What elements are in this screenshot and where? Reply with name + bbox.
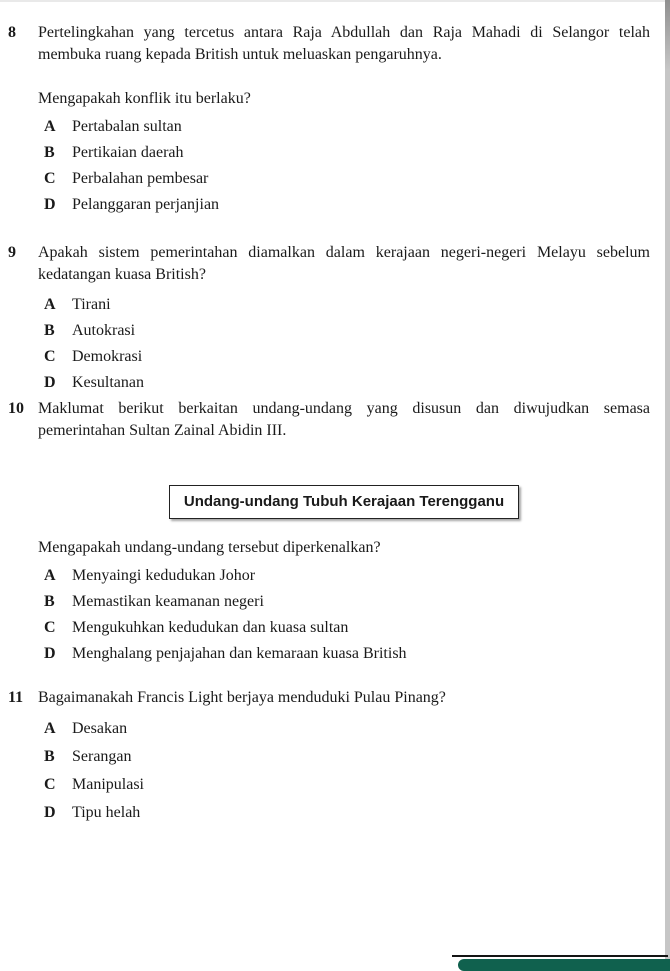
option-d <box>38 194 650 216</box>
options-list <box>38 565 650 665</box>
option-a <box>38 565 650 587</box>
question-stem: Pertelingkahan yang tercetus antara Raja Abdullah dan Raja Mahadi di Selangor telah membuka ruang kepada British untuk meluaskan pengaruhnya. <box>38 24 650 63</box>
option-letter: D <box>44 645 56 662</box>
question-8 <box>0 22 670 216</box>
option-text: Menyaingi kedudukan Johor <box>72 567 256 584</box>
option-c <box>38 617 650 639</box>
option-letter: C <box>44 348 56 365</box>
option-a <box>38 116 650 138</box>
option-d <box>38 643 650 665</box>
option-text: Memastikan keamanan negeri <box>72 593 264 610</box>
question-stem: Bagaimanakah Francis Light berjaya menduduki Pulau Pinang? <box>38 689 446 706</box>
option-letter: B <box>44 748 55 765</box>
question-9 <box>0 242 670 394</box>
option-text: Desakan <box>72 720 128 737</box>
option-letter: B <box>44 322 55 339</box>
question-11 <box>0 687 670 824</box>
question-number: 11 <box>8 689 24 706</box>
option-letter: D <box>44 804 56 821</box>
footer-divider-line <box>452 955 668 957</box>
option-letter: A <box>44 296 56 313</box>
option-letter: C <box>44 776 56 793</box>
option-text: Pertikaian daerah <box>72 144 184 161</box>
option-d <box>38 802 650 824</box>
option-d <box>38 372 650 394</box>
question-10 <box>0 398 670 665</box>
question-prompt: Mengapakah konflik itu berlaku? <box>38 90 251 107</box>
footer-green-bar <box>458 959 670 971</box>
option-letter: B <box>44 593 55 610</box>
option-c <box>38 168 650 190</box>
question-number: 8 <box>8 24 16 41</box>
options-list <box>38 294 650 394</box>
option-text: Demokrasi <box>72 348 143 365</box>
option-text: Perbalahan pembesar <box>72 170 209 187</box>
option-b <box>38 320 650 342</box>
option-text: Pertabalan sultan <box>72 118 182 135</box>
option-letter: A <box>44 118 56 135</box>
question-prompt: Mengapakah undang-undang tersebut diperkenalkan? <box>38 539 381 556</box>
option-letter: D <box>44 374 56 391</box>
option-b <box>38 591 650 613</box>
question-stem: Apakah sistem pemerintahan diamalkan dalam kerajaan negeri-negeri Melayu sebelum kedatangan kuasa British? <box>38 244 650 283</box>
option-c <box>38 774 650 796</box>
options-list <box>38 718 650 824</box>
option-letter: C <box>44 619 56 636</box>
option-letter: D <box>44 196 56 213</box>
option-text: Kesultanan <box>72 374 144 391</box>
question-number: 10 <box>8 400 24 417</box>
option-text: Tirani <box>72 296 111 313</box>
option-a <box>38 718 650 740</box>
option-c <box>38 346 650 368</box>
option-text: Mengukuhkan kedudukan dan kuasa sultan <box>72 619 349 636</box>
options-list <box>38 116 650 216</box>
stimulus-box: Undang-undang Tubuh Kerajaan Terengganu <box>169 485 519 519</box>
option-text: Menghalang penjajahan dan kemaraan kuasa British <box>72 645 407 662</box>
scan-top-edge <box>0 0 670 2</box>
option-text: Pelanggaran perjanjian <box>72 196 220 213</box>
scan-right-edge <box>665 0 670 969</box>
option-b <box>38 746 650 768</box>
option-a <box>38 294 650 316</box>
option-letter: B <box>44 144 55 161</box>
option-text: Manipulasi <box>72 776 144 793</box>
question-stem: Maklumat berikut berkaitan undang-undang yang disusun dan diwujudkan semasa pemerintahan Sultan Zainal Abidin III. <box>38 400 650 439</box>
option-letter: A <box>44 567 56 584</box>
option-text: Autokrasi <box>72 322 136 339</box>
option-text: Serangan <box>72 748 132 765</box>
option-letter: A <box>44 720 56 737</box>
option-text: Tipu helah <box>72 804 141 821</box>
option-b <box>38 142 650 164</box>
option-letter: C <box>44 170 56 187</box>
question-number: 9 <box>8 244 16 261</box>
